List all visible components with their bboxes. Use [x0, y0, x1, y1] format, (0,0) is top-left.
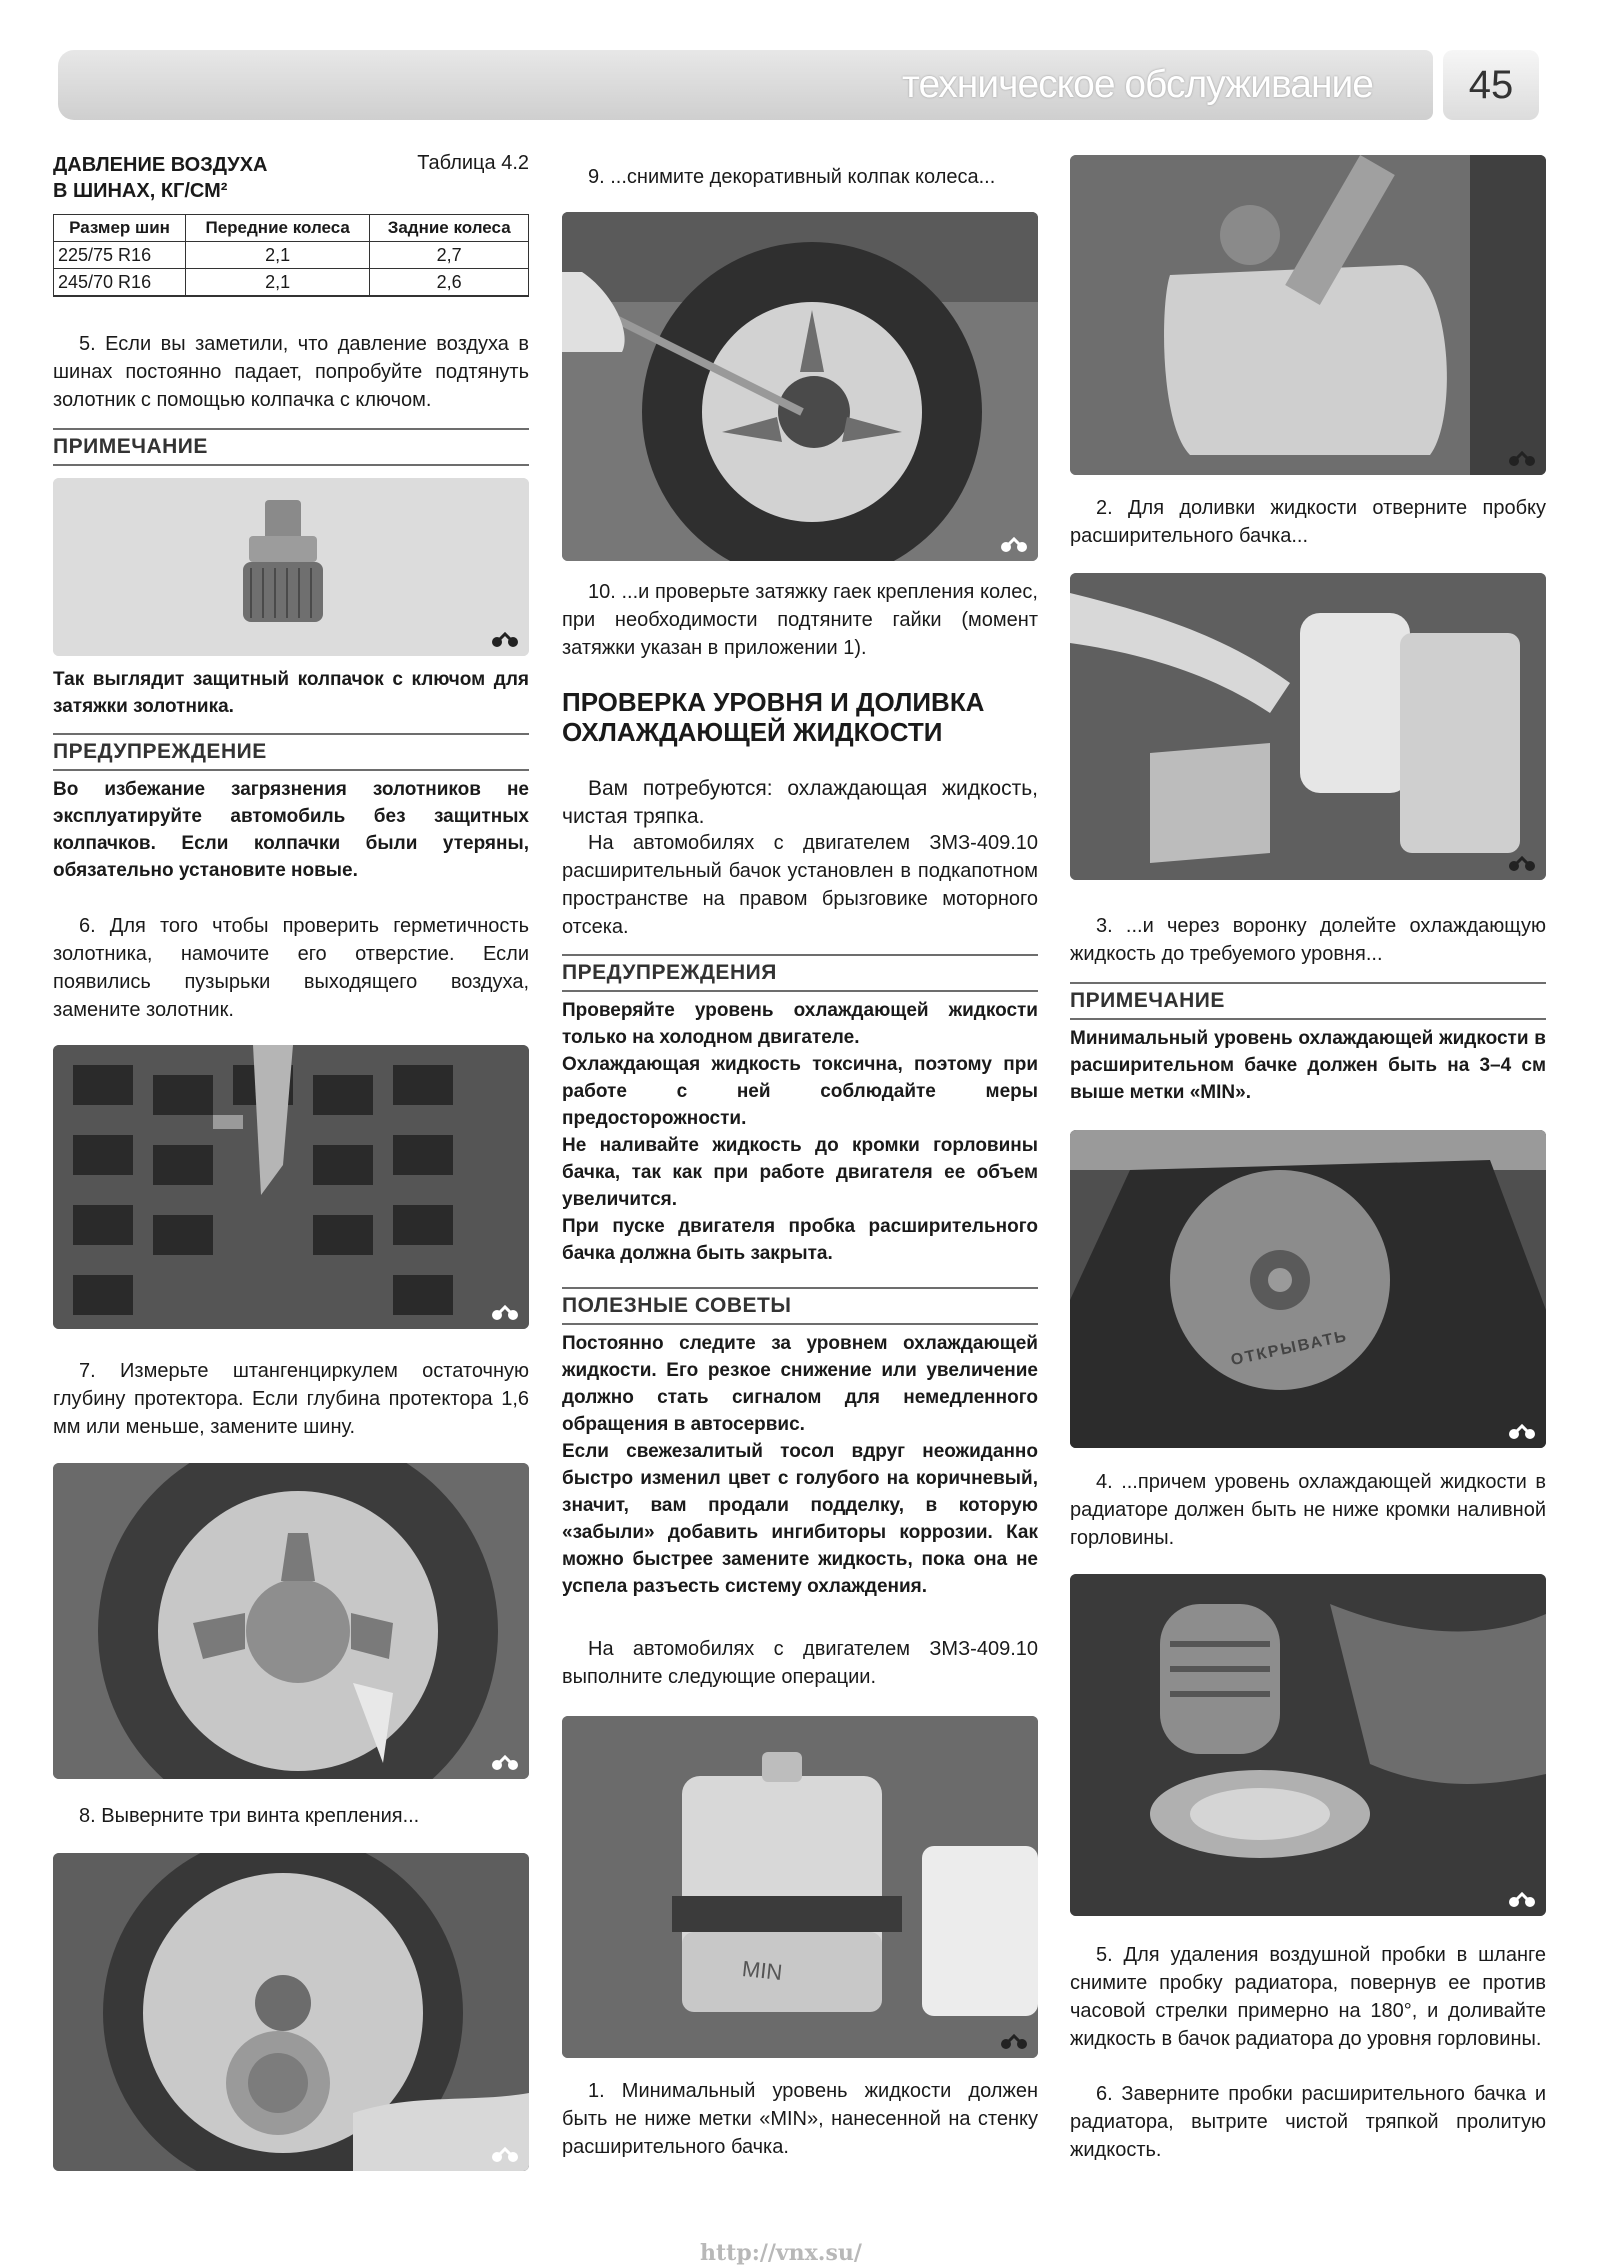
footer-link[interactable]: http://vnx.su/ — [700, 2240, 862, 2266]
paragraph-6: 6. Для того чтобы проверить герметичность золотника, намочите его отверстие. Если появились пузырьки выходящего воздуха, замените золотник. — [53, 915, 529, 1021]
table-cell: 2,1 — [186, 269, 370, 297]
radiator-neck-photo — [1070, 1574, 1546, 1916]
note-caption: Так выглядит защитный колпачок с ключом для затяжки золотника. — [53, 669, 529, 717]
paragraph-5: 5. Если вы заметили, что давление воздуха в шинах постоянно падает, попробуйте подтянуть золотник с помощью колпачка с ключом. — [53, 333, 529, 411]
table-header-cell: Размер шин — [54, 215, 186, 242]
table-cell: 225/75 R16 — [54, 242, 186, 269]
warning-label: ПРЕДУПРЕЖДЕНИЕ — [53, 733, 529, 771]
section-header-title: техническое обслуживание — [902, 63, 1373, 106]
tire-pressure-table — [53, 214, 529, 297]
radiator-cap-illustration — [1070, 1130, 1546, 1448]
tip-item: Постоянно следите за уровнем охлаждающей жидкости. Его резкое снижение или увеличение должно стать сигналом для немедленного обращения в автосервис. — [562, 1333, 1038, 1435]
motorcycle-icon — [1508, 852, 1536, 872]
paragraph-1: 1. Минимальный уровень жидкости должен быть не ниже метки «MIN», нанесенной на стенку расширительного бачка. — [562, 2080, 1038, 2158]
tip-item: Если свежезалитый тосол вдруг неожиданно быстро изменил цвет с голубого на коричневый, значит, вам продали подделку, в которую «забыли» добавить ингибиторы коррозии. Как можно быстрее замените жидкость, пока она не успела разъесть систему охлаждения. — [562, 1441, 1038, 1597]
table-cell: 2,6 — [370, 269, 529, 297]
operations-intro — [562, 1635, 1038, 1691]
wheel-nuts-photo — [562, 212, 1038, 561]
needed-items: Вам потребуются: охлаждающая жидкость, чистая тряпка. — [562, 777, 1038, 828]
table-header-row — [54, 215, 529, 242]
wheel-wrench-illustration — [562, 212, 1038, 561]
valve-cap-photo — [53, 478, 529, 656]
column-1 — [53, 0, 529, 2262]
motorcycle-icon — [1000, 533, 1028, 553]
tips-list — [562, 1330, 1038, 1600]
paragraph-10: 10. ...и проверьте затяжку гаек крепления колес, при необходимости подтяните гайки (момент затяжки указан в приложении 1). — [562, 581, 1038, 659]
wheel-hub-illustration — [53, 1463, 529, 1779]
paragraph-4: 4. ...причем уровень охлаждающей жидкости в радиаторе должен быть не ниже кромки наливной горловины. — [1070, 1471, 1546, 1549]
table-title: ДАВЛЕНИЕ ВОЗДУХА В ШИНАХ, КГ/СМ² — [53, 154, 268, 202]
wheel-illustration — [53, 1853, 529, 2171]
wheel-cap-removed-photo — [53, 1853, 529, 2171]
warning-item: Не наливайте жидкость до кромки горловины бачка, так как при работе двигателя ее объем увеличится. — [562, 1135, 1038, 1210]
table-row — [54, 242, 529, 269]
page-number: 45 — [1443, 50, 1539, 120]
ops-engine: ЗМЗ-409.10 — [929, 1638, 1038, 1660]
paragraph-3: 3. ...и через воронку долейте охлаждающую жидкость до требуемого уровня... — [1070, 915, 1546, 965]
note-label-2: ПРИМЕЧАНИЕ — [1070, 982, 1546, 1020]
paragraph-6-col3: 6. Заверните пробки расширительного бачка и радиатора, вытрите чистой тряпкой пролитую жидкость. — [1070, 2083, 1546, 2161]
note-label: ПРИМЕЧАНИЕ — [53, 428, 529, 466]
valve-cap-illustration — [53, 478, 529, 656]
warning-item: Проверяйте уровень охлаждающей жидкости только на холодном двигателе. — [562, 1000, 1038, 1048]
ops-prefix: На автомобилях с двигателем — [588, 1638, 930, 1660]
ops-suffix: выполните следующие операции. — [562, 1666, 877, 1688]
section-title: ПРОВЕРКА УРОВНЯ И ДОЛИВКА ОХЛАЖДАЮЩЕЙ ЖИДКОСТИ — [562, 687, 985, 747]
warning-text: Во избежание загрязнения золотников не эксплуатируйте автомобиль без защитных колпачков. Если колпачки были утеряны, обязательно установите новые. — [53, 779, 529, 881]
cap-label: ОТКРЫВАТЬ — [1229, 1327, 1350, 1370]
warning-item: Охлаждающая жидкость токсична, поэтому при работе с ней соблюдайте меры предосторожности. — [562, 1054, 1038, 1129]
expansion-tank-photo — [562, 1716, 1038, 2058]
motorcycle-icon — [491, 2143, 519, 2163]
table-cell: 2,7 — [370, 242, 529, 269]
motorcycle-icon — [1000, 2030, 1028, 2050]
table-header-cell: Передние колеса — [186, 215, 370, 242]
table-cell: 2,1 — [186, 242, 370, 269]
motorcycle-icon — [491, 628, 519, 648]
column-2 — [562, 0, 1038, 2262]
paragraph-7: 7. Измерьте штангенциркулем остаточную глубину протектора. Если глубина протектора 1,6 мм или меньше, замените шину. — [53, 1360, 529, 1438]
paragraph-9: 9. ...снимите декоративный колпак колеса... — [588, 166, 996, 188]
motorcycle-icon — [491, 1301, 519, 1321]
tank-cap-removal-photo — [1070, 155, 1546, 475]
table-header-cell: Задние колеса — [370, 215, 529, 242]
expansion-tank-illustration — [562, 1716, 1038, 2058]
warnings-list — [562, 997, 1038, 1267]
warning-item: При пуске двигателя пробка расширительного бачка должна быть закрыта. — [562, 1216, 1038, 1264]
wheel-screws-photo — [53, 1463, 529, 1779]
table-row — [54, 269, 529, 297]
motorcycle-icon — [1508, 1420, 1536, 1440]
paragraph-5-col3: 5. Для удаления воздушной пробки в шланге снимите пробку радиатора, повернув ее против часовой стрелки примерно на 180°, и доливайте жидкость в бачок радиатора до уровня горловины. — [1070, 1944, 1546, 2050]
tire-tread-illustration — [53, 1045, 529, 1329]
tips-label: ПОЛЕЗНЫЕ СОВЕТЫ — [562, 1287, 1038, 1325]
motorcycle-icon — [1508, 1888, 1536, 1908]
min-mark: MIN — [740, 1955, 784, 1986]
tread-depth-photo — [53, 1045, 529, 1329]
column-3 — [1070, 0, 1546, 2262]
warnings-label: ПРЕДУПРЕЖДЕНИЯ — [562, 954, 1038, 992]
funnel-fill-illustration — [1070, 573, 1546, 880]
paragraph-8: 8. Выверните три винта крепления... — [79, 1805, 420, 1827]
radiator-neck-illustration — [1070, 1574, 1546, 1916]
engine-info: На автомобилях с двигателем ЗМЗ-409.10 расширительный бачок установлен в подкапотном пространстве на правом брызговике моторного отсека. — [562, 832, 1038, 938]
motorcycle-icon — [1508, 447, 1536, 467]
radiator-cap-photo — [1070, 1130, 1546, 1448]
table-label: Таблица 4.2 — [417, 152, 529, 174]
paragraph-2: 2. Для доливки жидкости отверните пробку расширительного бачка... — [1070, 497, 1546, 547]
motorcycle-icon — [491, 1751, 519, 1771]
tank-cap-illustration — [1070, 155, 1546, 475]
table-cell: 245/70 R16 — [54, 269, 186, 297]
note-text-2: Минимальный уровень охлаждающей жидкости в расширительном бачке должен быть на 3–4 см выше метки «MIN». — [1070, 1028, 1546, 1103]
funnel-fill-photo — [1070, 573, 1546, 880]
